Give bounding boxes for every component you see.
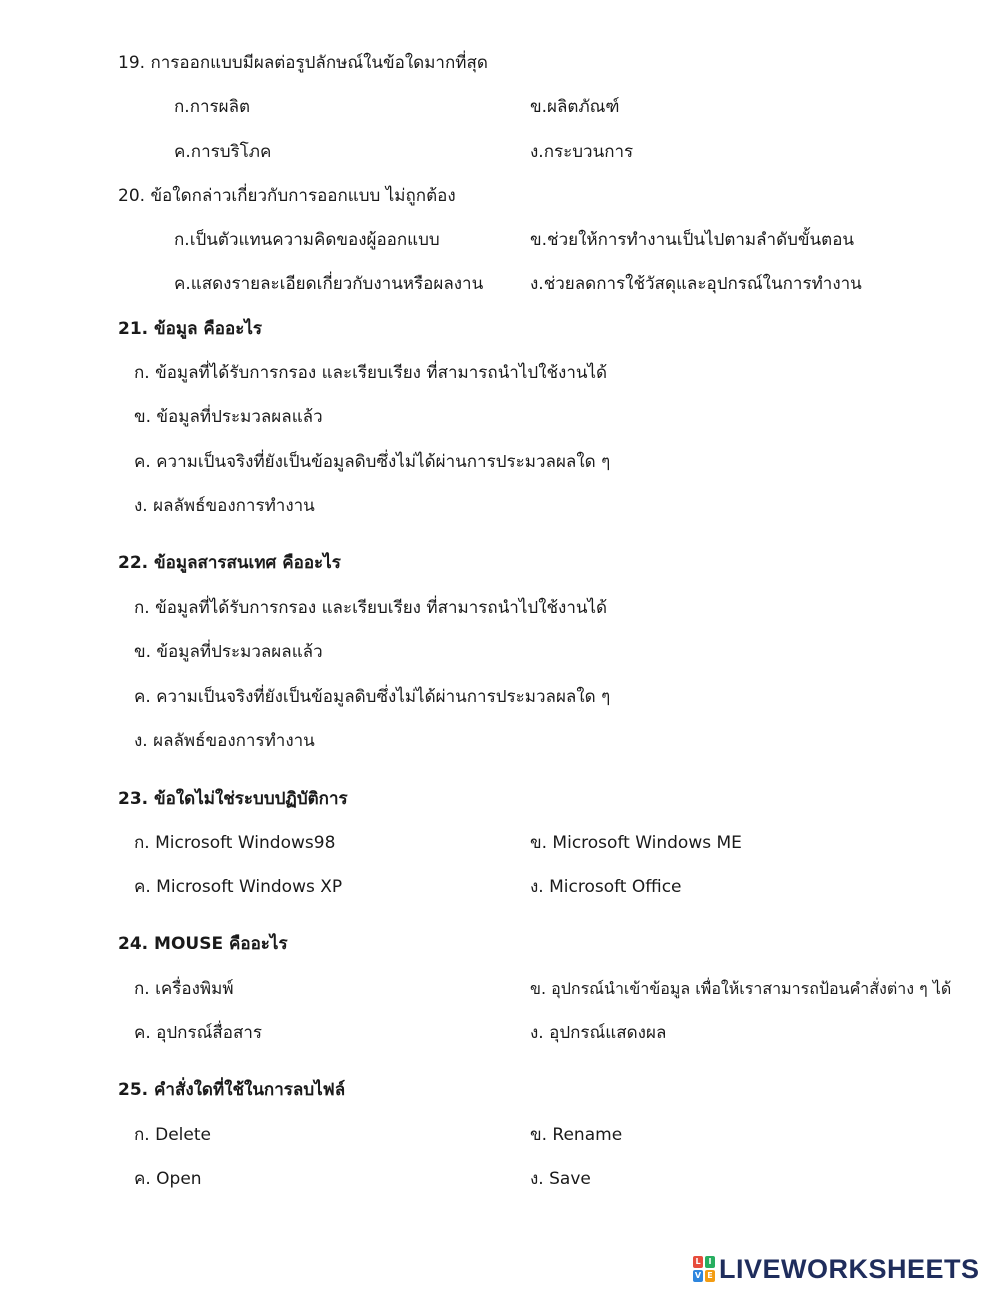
q22-choice-b: ข. ข้อมูลที่ประมวลผลแล้ว (134, 642, 323, 662)
logo-tile-v: V (694, 1271, 702, 1280)
question-21: 21. ข้อมูล คืออะไร (118, 319, 263, 339)
q20-choice-d: ง.ช่วยลดการใช้วัสดุและอุปกรณ์ในการทำงาน (530, 274, 862, 294)
q19-choice-b: ข.ผลิตภัณฑ์ (530, 97, 620, 117)
q24-choice-b: ข. อุปกรณ์นำเข้าข้อมูล เพื่อให้เราสามารถป้อนคำสั่งต่าง ๆ ได้ (530, 979, 952, 998)
question-20: 20. ข้อใดกล่าวเกี่ยวกับการออกแบบ ไม่ถูกต้อง (118, 186, 456, 206)
q19-choice-c: ค.การบริโภค (174, 142, 272, 162)
q24-choice-d: ง. อุปกรณ์แสดงผล (530, 1023, 667, 1043)
q25-choice-a: ก. Delete (134, 1125, 211, 1145)
logo-tile-i: I (705, 1256, 715, 1268)
q21-choice-a: ก. ข้อมูลที่ได้รับการกรอง และเรียบเรียง ที่สามารถนำไปใช้งานได้ (134, 363, 608, 383)
q25-choice-c: ค. Open (134, 1169, 202, 1189)
logo-text: LIVEWORKSHEETS (719, 1253, 980, 1284)
q22-choice-d: ง. ผลลัพธ์ของการทำงาน (134, 731, 315, 751)
q20-choice-a: ก.เป็นตัวแทนความคิดของผู้ออกแบบ (174, 230, 440, 250)
question-25: 25. คำสั่งใดที่ใช้ในการลบไฟล์ (118, 1080, 346, 1100)
q23-choice-b: ข. Microsoft Windows ME (530, 833, 742, 853)
logo-tile-e: E (705, 1270, 715, 1282)
q25-choice-b: ข. Rename (530, 1125, 623, 1145)
q20-choice-b: ข.ช่วยให้การทำงานเป็นไปตามลำดับขั้นตอน (530, 230, 855, 250)
q24-choice-a: ก. เครื่องพิมพ์ (134, 979, 234, 999)
q22-choice-c: ค. ความเป็นจริงที่ยังเป็นข้อมูลดิบซึ่งไม่ได้ผ่านการประมวลผลใด ๆ (134, 687, 611, 707)
q21-choice-d: ง. ผลลัพธ์ของการทำงาน (134, 496, 315, 516)
q22-choice-a: ก. ข้อมูลที่ได้รับการกรอง และเรียบเรียง ที่สามารถนำไปใช้งานได้ (134, 598, 608, 618)
q23-choice-a: ก. Microsoft Windows98 (134, 833, 336, 853)
q23-choice-c: ค. Microsoft Windows XP (134, 877, 343, 897)
q23-choice-d: ง. Microsoft Office (530, 877, 682, 897)
question-19: 19. การออกแบบมีผลต่อรูปลักษณ์ในข้อใดมากที่สุด (118, 53, 488, 73)
question-22: 22. ข้อมูลสารสนเทศ คืออะไร (118, 553, 341, 573)
q20-choice-c: ค.แสดงรายละเอียดเกี่ยวกับงานหรือผลงาน (174, 274, 484, 294)
q19-choice-a: ก.การผลิต (174, 97, 251, 117)
q25-choice-d: ง. Save (530, 1169, 591, 1189)
q19-choice-d: ง.กระบวนการ (530, 142, 634, 162)
q24-choice-c: ค. อุปกรณ์สื่อสาร (134, 1023, 263, 1043)
logo-tile-l: L (693, 1256, 703, 1268)
liveworksheets-logo (693, 1252, 980, 1286)
liveworksheets-logo-icon (693, 1256, 715, 1282)
q21-choice-c: ค. ความเป็นจริงที่ยังเป็นข้อมูลดิบซึ่งไม่ได้ผ่านการประมวลผลใด ๆ (134, 452, 611, 472)
question-23: 23. ข้อใดไม่ใช่ระบบปฏิบัติการ (118, 789, 348, 809)
question-24: 24. MOUSE คืออะไร (118, 934, 288, 954)
q21-choice-b: ข. ข้อมูลที่ประมวลผลแล้ว (134, 407, 323, 427)
